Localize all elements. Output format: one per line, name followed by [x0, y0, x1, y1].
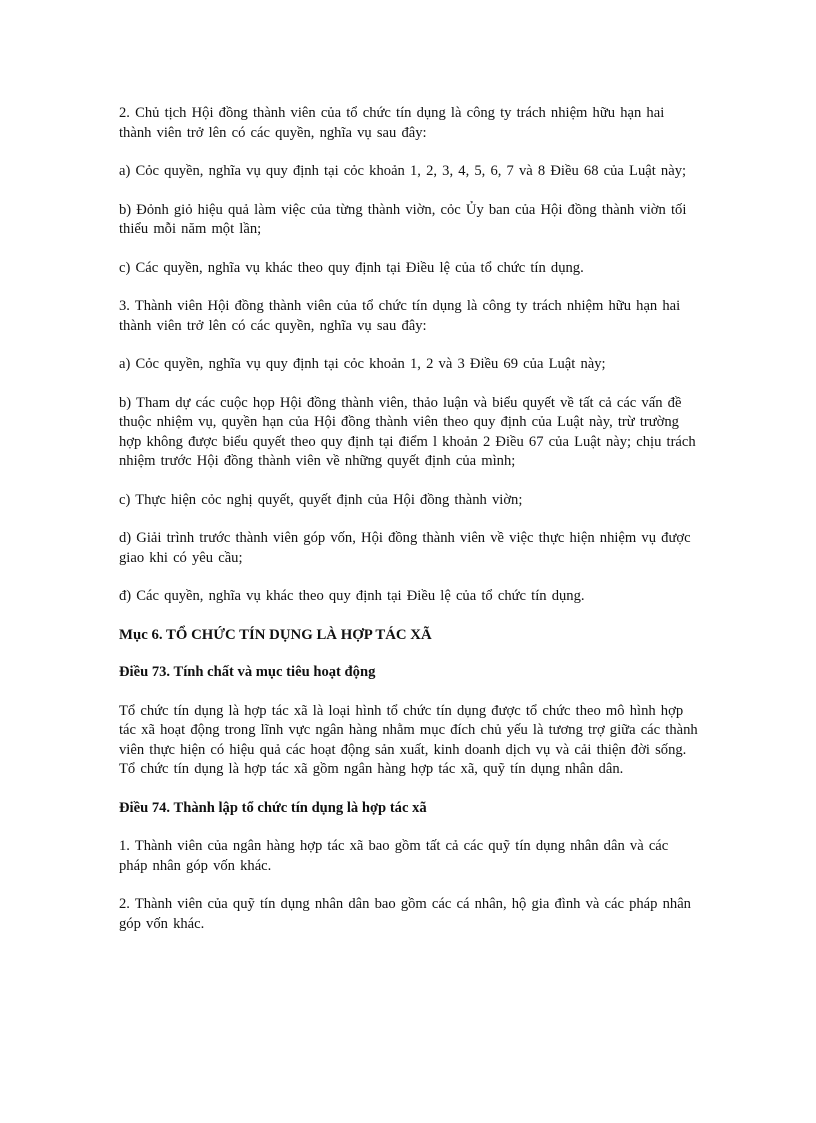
article-73-heading: Điều 73. Tính chất và mục tiêu hoạt động: [119, 664, 376, 680]
paragraph-member-item-dd: đ) Các quyền, nghĩa vụ khác theo quy định tại Điều lệ của tổ chức tín dụng.: [119, 588, 585, 604]
paragraph-member-item-b: b) Tham dự các cuộc họp Hội đồng thành viên, thảo luận và biểu quyết về tất cả các vấn đề thuộc nhiệm vụ, quyền hạn của Hội đồng thành viên theo quy định của Luật này, trừ trường hợp không được biểu quyết theo quy định tại điểm l khoản 2 Điều 67 của Luật này; chịu trách nhiệm trước Hội đồng thành viên về những quyết định của mình;: [119, 394, 696, 469]
paragraph-member-rights: 3. Thành viên Hội đồng thành viên của tổ chức tín dụng là công ty trách nhiệm hữu hạn hai thành viên trở lên có các quyền, nghĩa vụ sau đây:: [119, 298, 681, 334]
paragraph-chairman-rights: 2. Chủ tịch Hội đồng thành viên của tổ chức tín dụng là công ty trách nhiệm hữu hạn hai thành viên trở lên có các quyền, nghĩa vụ sau đây:: [119, 105, 665, 141]
paragraph-member-item-c: c) Thực hiện cỏc nghị quyết, quyết định của Hội đồng thành viờn;: [119, 491, 523, 508]
paragraph-item-b: b) Đỏnh giỏ hiệu quả làm việc của từng thành viờn, cỏc Ủy ban của Hội đồng thành viờn tối thiểu mỗi năm một lần;: [119, 201, 687, 237]
paragraph-article-74-item-1: 1. Thành viên của ngân hàng hợp tác xã bao gồm tất cả các quỹ tín dụng nhân dân và các pháp nhân góp vốn khác.: [119, 838, 669, 874]
paragraph-article-73-body: Tổ chức tín dụng là hợp tác xã là loại hình tổ chức tín dụng được tổ chức theo mô hình hợp tác xã hoạt động trong lĩnh vực ngân hàng nhằm mục đích chủ yếu là tương trợ giữa các thành viên thực hiện có hiệu quả các hoạt động sản xuất, kinh doanh dịch vụ và cải thiện đời sống. Tổ chức tín dụng là hợp tác xã gồm ngân hàng hợp tác xã, quỹ tín dụng nhân dân.: [119, 702, 698, 777]
section-heading: Mục 6. TỔ CHỨC TÍN DỤNG LÀ HỢP TÁC XÃ: [119, 626, 432, 643]
document-page: [119, 104, 699, 953]
paragraph-member-item-d: d) Giải trình trước thành viên góp vốn, Hội đồng thành viên về việc thực hiện nhiệm vụ được giao khi có yêu cầu;: [119, 530, 691, 566]
paragraph-article-74-item-2: 2. Thành viên của quỹ tín dụng nhân dân bao gồm các cá nhân, hộ gia đình và các pháp nhân góp vốn khác.: [119, 896, 691, 932]
paragraph-member-item-a: a) Cỏc quyền, nghĩa vụ quy định tại cỏc khoản 1, 2 và 3 Điều 69 của Luật này;: [119, 356, 606, 372]
article-74-heading: Điều 74. Thành lập tổ chức tín dụng là hợp tác xã: [119, 799, 427, 816]
paragraph-item-c: c) Các quyền, nghĩa vụ khác theo quy định tại Điều lệ của tổ chức tín dụng.: [119, 259, 584, 276]
paragraph-item-a: a) Cỏc quyền, nghĩa vụ quy định tại cỏc khoản 1, 2, 3, 4, 5, 6, 7 và 8 Điều 68 của Luật này;: [119, 163, 687, 179]
